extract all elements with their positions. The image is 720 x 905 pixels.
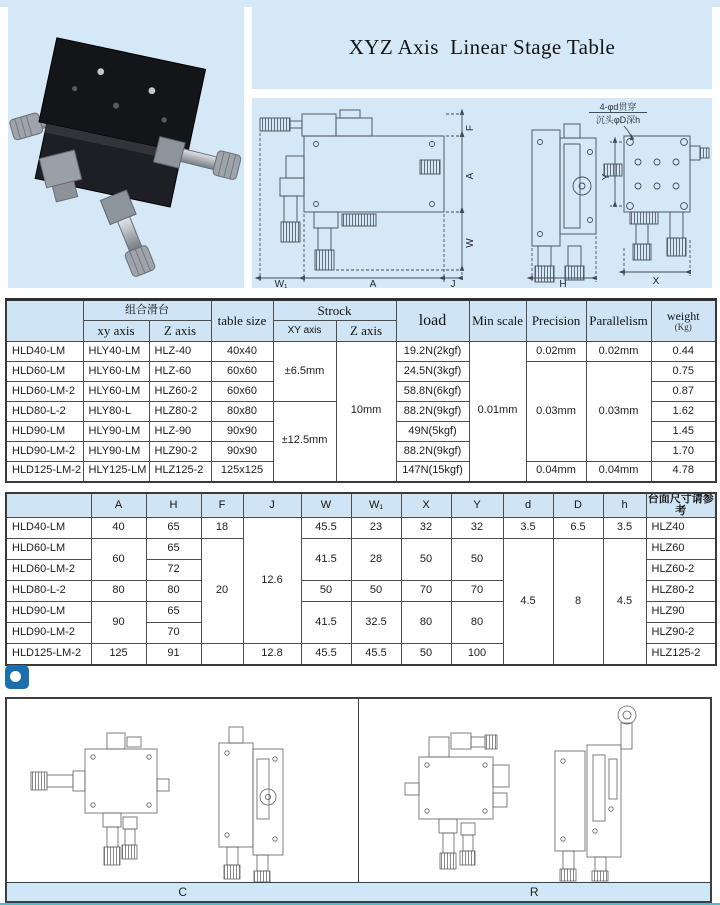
cell-model: HLD60-LM-2 [6,560,91,581]
cell-model: HLD80-L-2 [6,402,83,422]
cell-a: 40 [91,518,146,539]
page-title: XYZ Axis Linear Stage Table [348,35,616,59]
cell-size: 60x60 [211,382,273,402]
dim-header-f: F [201,493,243,518]
table-row [6,342,716,362]
cell-weight: 1.45 [651,422,716,442]
cell-y: 32 [451,518,503,539]
cell-size: 125x125 [211,462,273,482]
variant-drawing-c [7,699,358,883]
cell-h: 80 [146,581,201,602]
cell-z: HLZ125-2 [149,462,211,482]
dim-header-dcap: D [553,493,603,518]
cell-xy: HLY60-LM [83,362,149,382]
dimension-drawing [252,98,712,288]
cell-j: 12.8 [243,644,301,665]
spec-header-parallelism: Parallelism [586,300,651,342]
cell-precision: 0.03mm [526,362,586,462]
cell-h2: 4.5 [603,539,646,665]
cell-f: 20 [201,539,243,644]
cell-parallelism: 0.04mm [586,462,651,482]
spec-header-group: 组合滑台 [83,300,211,321]
cell-w1: 45.5 [351,644,401,665]
variant-divider [358,699,359,901]
table-row [6,518,716,539]
cell-w1: 28 [351,539,401,581]
cell-stroke-xy: ±12.5mm [273,402,336,482]
cell-f [201,644,243,665]
spec-header-load: load [396,300,469,342]
spec-header-table-size: table size [211,300,273,342]
cell-parallelism: 0.02mm [586,342,651,362]
dim-header-h: H [146,493,201,518]
cell-model: HLD90-LM-2 [6,623,91,644]
dim-label-y: Y [601,173,612,181]
cell-z: HLZ-60 [149,362,211,382]
cell-precision: 0.04mm [526,462,586,482]
dim-label-w: W [465,238,476,248]
dim-label-w1: W₁ [274,279,288,288]
variant-drawings-box [5,697,712,903]
dim-header-w: W [301,493,351,518]
cell-w: 45.5 [301,644,351,665]
cell-precision: 0.02mm [526,342,586,362]
cell-w: 41.5 [301,539,351,581]
cell-size: 60x60 [211,362,273,382]
drawing-panel [252,98,712,288]
cell-h: 91 [146,644,201,665]
cell-model: HLD90-LM [6,422,83,442]
hole-annotation-line1: 4-φd贯穿 [599,102,637,112]
cell-h: 65 [146,602,201,623]
cell-weight: 1.70 [651,442,716,462]
cell-model: HLD90-LM [6,602,91,623]
cell-z: HLZ-90 [149,422,211,442]
spec-header-model [6,300,83,342]
cell-load: 88.2N(9kgf) [396,442,469,462]
cell-y: 50 [451,539,503,581]
cell-a: 80 [91,581,146,602]
cell-h: 70 [146,623,201,644]
cell-w: 45.5 [301,518,351,539]
cell-xy: HLY60-LM [83,382,149,402]
cell-weight: 0.75 [651,362,716,382]
cell-x: 70 [401,581,451,602]
dim-header-ref: 台面尺寸请参考 [646,493,716,518]
cell-w: 41.5 [301,602,351,644]
cell-size: 80x80 [211,402,273,422]
cell-min-scale: 0.01mm [469,342,526,482]
cell-weight: 1.62 [651,402,716,422]
cell-parallelism: 0.03mm [586,362,651,462]
spec-header-min-scale: Min scale [469,300,526,342]
cell-ref: HLZ80-2 [646,581,716,602]
cell-xy: HLY80-L [83,402,149,422]
title-panel [252,6,712,89]
cell-dcap: 8 [553,539,603,665]
cell-ref: HLZ90 [646,602,716,623]
cell-a: 125 [91,644,146,665]
cell-xy: HLY90-LM [83,422,149,442]
cell-w: 50 [301,581,351,602]
dim-header-w1: W₁ [351,493,401,518]
cell-model: HLD125-LM-2 [6,644,91,665]
cell-h2: 3.5 [603,518,646,539]
cell-x: 32 [401,518,451,539]
cell-load: 49N(5kgf) [396,422,469,442]
aperture-icon [5,665,29,689]
cell-d: 3.5 [503,518,553,539]
cell-xy: HLY90-LM [83,442,149,462]
variant-r-caption: R [529,885,539,899]
cell-w1: 50 [351,581,401,602]
cell-z: HLZ-40 [149,342,211,362]
dim-header-h2: h [603,493,646,518]
cell-load: 147N(15kgf) [396,462,469,482]
dim-header-a: A [91,493,146,518]
cell-a: 90 [91,602,146,644]
cell-weight: 0.44 [651,342,716,362]
cell-w1: 32.5 [351,602,401,644]
cell-size: 90x90 [211,422,273,442]
dim-label-h: H [559,279,567,288]
variant-c-caption: C [178,885,188,899]
cell-h: 72 [146,560,201,581]
cell-model: HLD125-LM-2 [6,462,83,482]
cell-size: 90x90 [211,442,273,462]
spec-header-z-axis: Z axis [149,321,211,342]
dim-header-y: Y [451,493,503,518]
cell-z: HLZ90-2 [149,442,211,462]
cell-xy: HLY40-LM [83,342,149,362]
cell-ref: HLZ40 [646,518,716,539]
variant-captions [7,882,710,901]
cell-stroke-z: 10mm [336,342,396,482]
cell-y: 80 [451,602,503,644]
cell-load: 88.2N(9kgf) [396,402,469,422]
dim-header-d: d [503,493,553,518]
dim-label-x: X [652,276,660,287]
cell-model: HLD80-L-2 [6,581,91,602]
cell-model: HLD90-LM-2 [6,442,83,462]
dimension-table [5,492,717,666]
cell-model: HLD60-LM-2 [6,382,83,402]
cell-y: 100 [451,644,503,665]
cell-weight: 4.78 [651,462,716,482]
cell-h: 65 [146,518,201,539]
cell-stroke-xy: ±6.5mm [273,342,336,402]
cell-model: HLD60-LM [6,362,83,382]
cell-xy: HLY125-LM [83,462,149,482]
cell-d: 4.5 [503,539,553,665]
cell-model: HLD40-LM [6,518,91,539]
cell-size: 40x40 [211,342,273,362]
cell-dcap: 6.5 [553,518,603,539]
spec-header-xy-axis: xy axis [83,321,149,342]
variant-c-panel [7,699,358,883]
cell-model: HLD60-LM [6,539,91,560]
cell-x: 80 [401,602,451,644]
cell-load: 19.2N(2kgf) [396,342,469,362]
cell-ref: HLZ125-2 [646,644,716,665]
table-row [6,539,716,560]
dim-header-model [6,493,91,518]
cell-y: 70 [451,581,503,602]
cell-x: 50 [401,539,451,581]
cell-weight: 0.87 [651,382,716,402]
hole-annotation-line2: 沉头φD深h [595,115,641,125]
product-photo-panel [8,6,244,288]
spec-header-strock: Strock [273,300,396,321]
cell-x: 50 [401,644,451,665]
variant-r-panel [359,699,710,883]
cell-j: 12.6 [243,518,301,644]
spec-header-strock-xy: XY axis [273,321,336,342]
cell-a: 60 [91,539,146,581]
cell-model: HLD40-LM [6,342,83,362]
spec-header-weight: weight (Kg) [651,300,716,342]
aperture-icon-dot [10,671,21,682]
dim-header-j: J [243,493,301,518]
cell-z: HLZ60-2 [149,382,211,402]
cell-w1: 23 [351,518,401,539]
cell-ref: HLZ90-2 [646,623,716,644]
dim-header-x: X [401,493,451,518]
dim-label-a-bottom: A [369,279,377,288]
cell-h: 65 [146,539,201,560]
spec-header-strock-z: Z axis [336,321,396,342]
cell-ref: HLZ60-2 [646,560,716,581]
product-photo [8,6,244,288]
cell-load: 24.5N(3kgf) [396,362,469,382]
spec-header-precision: Precision [526,300,586,342]
variant-drawing-r [359,699,710,883]
dim-label-j: J [450,279,456,288]
cell-load: 58.8N(6kgf) [396,382,469,402]
cell-ref: HLZ60 [646,539,716,560]
spec-table [5,298,717,483]
cell-f: 18 [201,518,243,539]
cell-z: HLZ80-2 [149,402,211,422]
dim-label-f: F [465,124,476,132]
dim-label-a-right: A [465,172,476,180]
